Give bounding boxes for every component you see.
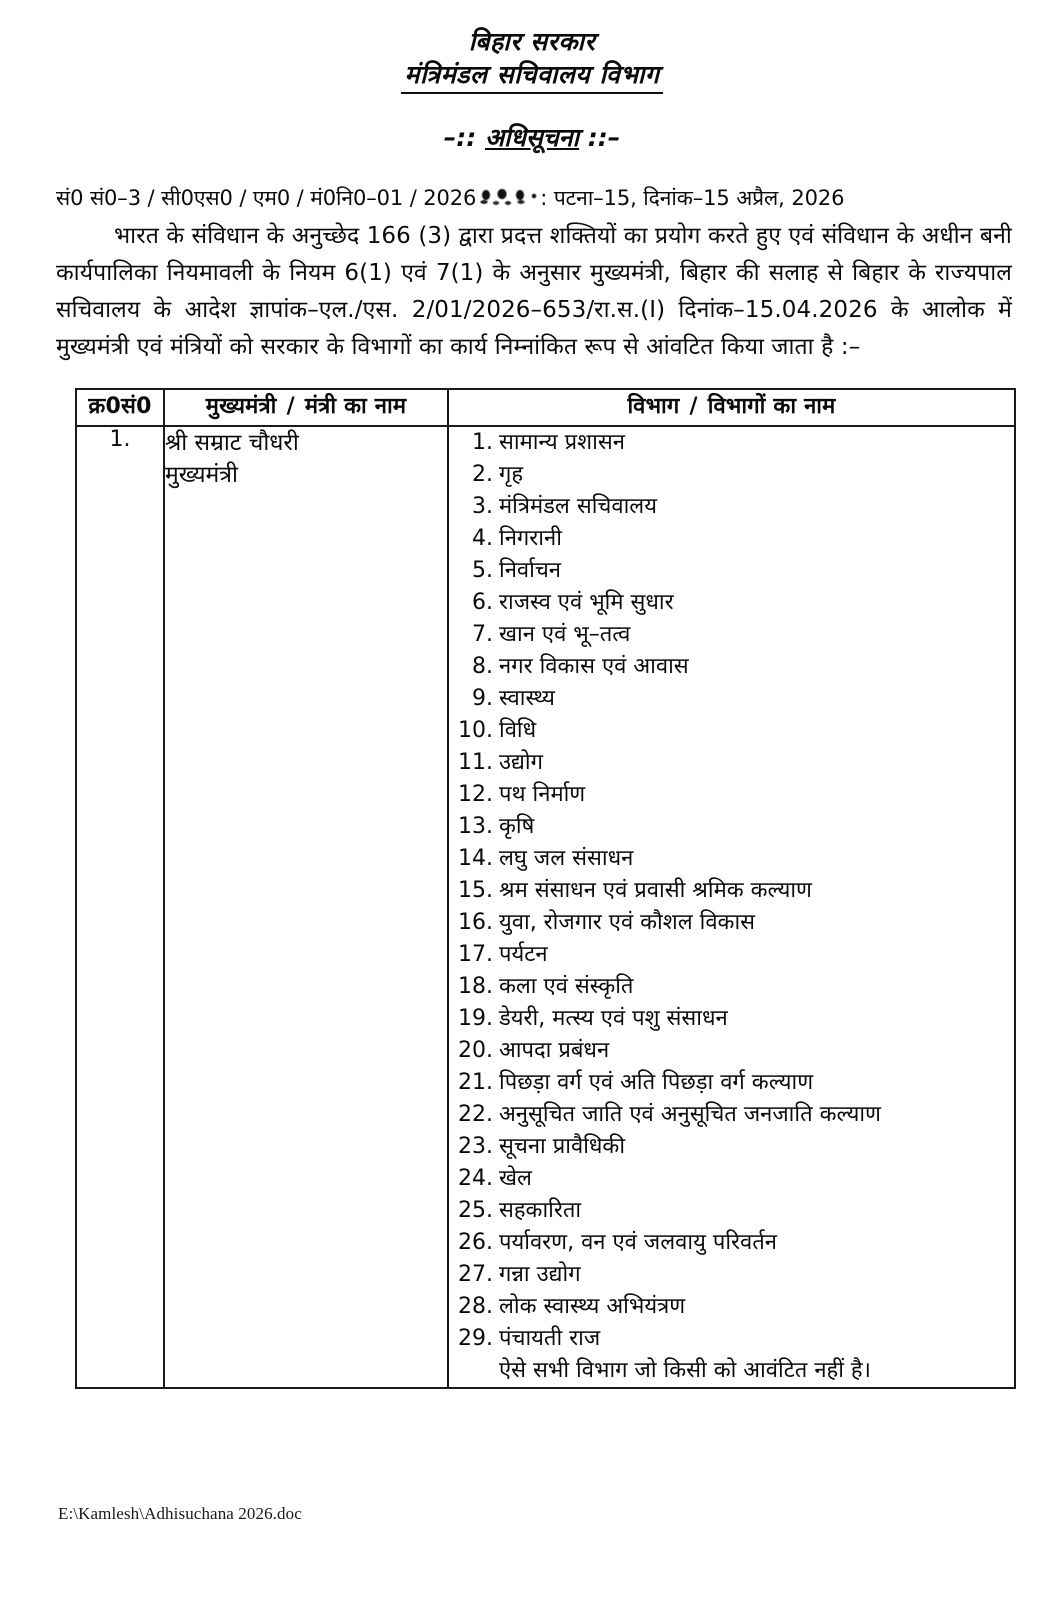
notification-suffix: ::–	[587, 123, 621, 152]
list-item: कृषि	[499, 813, 535, 839]
list-item: राजस्व एवं भूमि सुधार	[499, 589, 674, 615]
list-item: लघु जल संसाधन	[499, 845, 634, 871]
list-item: अनुसूचित जाति एवं अनुसूचित जनजाति कल्याण	[499, 1101, 881, 1127]
list-item: सामान्य प्रशासन	[499, 429, 625, 455]
table-row	[76, 426, 1015, 1388]
list-item: लोक स्वास्थ्य अभियंत्रण	[499, 1293, 686, 1319]
list-item: खेल	[499, 1165, 532, 1191]
document-header	[0, 0, 1064, 154]
minister-designation: मुख्यमंत्री	[165, 462, 238, 489]
allocation-table-body	[76, 426, 1015, 1388]
list-item: सहकारिता	[499, 1197, 582, 1223]
notification-heading	[0, 120, 1064, 154]
list-item: युवा, रोजगार एवं कौशल विकास	[499, 909, 756, 935]
obscured-stamp-mark	[476, 188, 540, 208]
government-title: बिहार सरकार	[468, 27, 596, 56]
list-item: पंचायती राज	[499, 1325, 601, 1351]
body-paragraph: भारत के संविधान के अनुच्छेद 166 (3) द्वारा प्रदत्त शक्तियों का प्रयोग करते हुए एवं संविधान के अधीन बनी कार्यपालिका नियमावली के नियम 6(1) एवं 7(1) के अनुसार मुख्यमंत्री, बिहार की सलाह से बिहार के राज्यपाल सचिवालय के आदेश ज्ञापांक–एल./एस. 2/01/2026–653/रा.स.(I) दिनांक–15.04.2026 के आलोक में मुख्यमंत्री एवं मंत्रियों को सरकार के विभागों का कार्य निम्नांकित रूप से आंवटित किया जाता है :–	[56, 223, 1012, 360]
list-item: कला एवं संस्कृति	[499, 973, 634, 999]
cell-serial-number: 1.	[76, 426, 164, 1388]
unallocated-departments-note: ऐसे सभी विभाग जो किसी को आवंटित नहीं है।	[499, 1357, 871, 1383]
column-header-minister-name	[164, 389, 448, 426]
list-item: खान एवं भू–तत्व	[499, 621, 631, 647]
minister-full-name: श्री सम्राट चौधरी	[165, 429, 299, 456]
list-item: स्वास्थ्य	[499, 685, 555, 711]
header-depts-label: विभागों का नाम	[707, 393, 836, 419]
list-item: निगरानी	[499, 525, 562, 551]
allocation-table	[75, 388, 1016, 1389]
department-title: मंत्रिमंडल सचिवालय विभाग	[401, 59, 664, 95]
list-item: पर्यावरण, वन एवं जलवायु परिवर्तन	[499, 1229, 778, 1255]
reference-number: सं0–3 / सी0एस0 / एम0 / मं0नि0–01 / 2026	[89, 186, 477, 210]
cell-departments	[448, 426, 1015, 1388]
notification-title: अधिसूचना	[484, 123, 580, 152]
column-header-serial-number: क्र0सं0	[76, 389, 164, 426]
list-item: पिछड़ा वर्ग एवं अति पिछड़ा वर्ग कल्याण	[499, 1069, 814, 1095]
list-item: विधि	[499, 717, 537, 743]
list-item: नगर विकास एवं आवास	[499, 653, 689, 679]
list-item: श्रम संसाधन एवं प्रवासी श्रमिक कल्याण	[499, 877, 812, 903]
list-item: गृह	[499, 461, 524, 487]
list-item: सूचना प्रावैधिकी	[499, 1133, 626, 1159]
header-dept-label: विभाग	[627, 393, 680, 419]
list-item: उद्योग	[499, 749, 544, 775]
cell-minister-name	[164, 426, 448, 1388]
column-header-departments	[448, 389, 1015, 426]
department-title-wrap	[0, 59, 1064, 95]
list-item: आपदा प्रबंधन	[499, 1037, 610, 1063]
list-item: मंत्रिमंडल सचिवालय	[499, 493, 657, 519]
allocation-table-wrapper	[0, 388, 1064, 1389]
footer-file-path: E:\Kamlesh\Adhisuchana 2026.doc	[58, 1504, 302, 1523]
header-dept-separator: /	[689, 393, 698, 419]
reference-label: सं0	[56, 186, 84, 210]
table-header-row	[76, 389, 1015, 426]
header-cm-label: मुख्यमंत्री	[205, 393, 277, 419]
list-item: गन्ना उद्योग	[499, 1261, 581, 1287]
reference-line	[0, 184, 1064, 212]
list-item: पर्यटन	[499, 941, 548, 967]
list-item: डेयरी, मत्स्य एवं पशु संसाधन	[499, 1005, 728, 1031]
header-minister-label: मंत्री का नाम	[304, 393, 407, 419]
place-and-date: : पटना–15, दिनांक–15 अप्रैल, 2026	[540, 186, 845, 210]
header-name-separator: /	[286, 393, 295, 419]
department-list	[449, 427, 1014, 1355]
notification-prefix: –::	[443, 123, 477, 152]
list-item: पथ निर्माण	[499, 781, 586, 807]
list-item: निर्वाचन	[499, 557, 562, 583]
